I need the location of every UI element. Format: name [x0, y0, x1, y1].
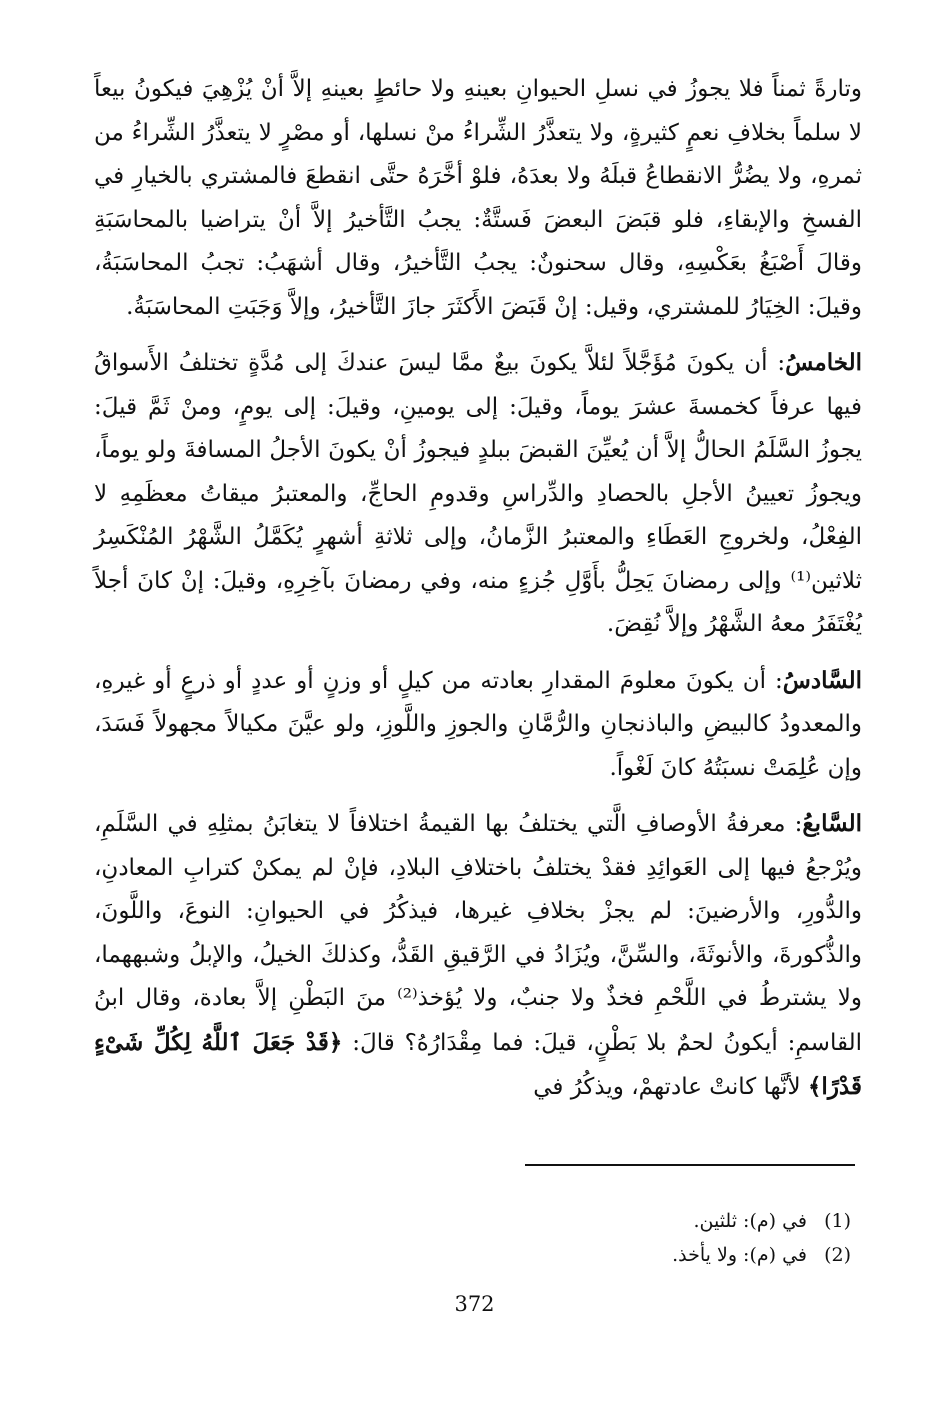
paragraph-2-text: : أن يكونَ مُؤَجَّلاً لئلاَّ يكونَ بيعٌ ممَّا ليسَ عندكَ إلى مُدَّةٍ تختلفُ الأَسواقُ فيها عرفاً كخمسةَ عشرَ يوماً، وقيلَ: إلى يومينِ، وقيلَ: إلى يومٍ، ومنْ ثَمَّ قيلَ: يجوزُ السَّلَمُ الحالُّ إلاَّ أن يُعيِّنَ القبضَ ببلدٍ فيجوزُ أنْ يكونَ الأجلُ المسافةَ ولو يوماً، ويجوزُ تعيينُ الأجلِ بالحصادِ والدِّراسِ وقدومِ الحاجِّ، والمعتبرُ ميقاتُ معظَمِهِ لا الفِعْلُ، ولخروجِ العَطَاءِ والمعتبرُ الزَّمانُ، وإلى ثلاثةِ أشهرٍ يُكَمَّلُ الشَّهْرُ المُنْكَسِرُ ثلاثين⁽¹⁾ وإلى رمضانَ يَحِلُّ بأَوَّلِ جُزءٍ منه، وفي رمضانَ بآخِرِهِ، وقيلَ: إنْ كانَ أجلاً يُغْتَفَرُ معهُ الشَّهْرُ وإلاَّ نُقِضَ.: [94, 350, 862, 637]
paragraph-1: [94, 68, 862, 329]
page-number: 372: [454, 1292, 495, 1316]
paragraph-1-text: وتارةً ثمناً فلا يجوزُ في نسلِ الحيوانِ بعينهِ ولا حائطٍ بعينهِ إلاَّ أنْ يُزْهِيَ فيكونُ بيعاً لا سلماً بخلافِ نعمٍ كثيرةٍ، ولا يتعذَّرُ الشِّراءُ منْ نسلها، أو مصْرٍ لا يتعذَّرُ الشِّراءُ من ثمرهِ، ولا يضُرُّ الانقطاعُ قبلَهُ ولا بعدَهُ، فلوْ أخَّرَهُ حتَّى انقطعَ فالمشتري بالخيارِ في الفسخِ والإبقاءِ، فلو قبَضَ البعضَ فَستَّةٌ: يجبُ التَّأخيرُ إلاَّ أنْ يتراضيا بالمحاسَبَةِ وقالَ أَصْبَغُ بعَكْسِهِ، وقال سحنونٌ: يجبُ التَّأخيرُ، وقال أشهَبُ: تجبُ المحاسَبَةُ، وقيلَ: الخِيَارُ للمشتري، وقيل: إنْ قَبَضَ الأَكثَرَ جازَ التَّأخيرُ، وإلاَّ وَجَبَتِ المحاسَبَةُ.: [94, 76, 862, 320]
footnote-divider: [525, 1164, 855, 1166]
paragraph-3-text: : أن يكونَ معلومَ المقدارِ بعادته من كيلٍ أو وزنٍ أو عددٍ أو ذرعٍ أو غيرهِ، والمعدودُ كالبيضِ والباذنجانِ والرُّمَّانِ والجوزِ واللَّوزِ، ولو عيَّنَ مكيالاً مجهولاً فَسَدَ، وإن عُلِمَتْ نسبَتُهُ كانَ لَغْواً.: [94, 667, 862, 781]
footnote-2-number: (2): [824, 1244, 851, 1266]
paragraph-4-heading: السَّابعُ: [802, 810, 862, 837]
footnote-2: [431, 1238, 851, 1272]
paragraph-4-text: : معرفةُ الأوصافِ الَّتي يختلفُ بها القيمةُ اختلافاً لا يتغابَنُ بمثلِهِ في السَّلَمِ، ويُرْجعُ فيها إلى العَوائِدِ فقدْ يختلفُ باختلافِ البلادِ، فإنْ لم يمكنْ كترابِ المعادنِ، والدُّورِ، والأرضينَ: لم يجزْ بخلافِ غيرها، فيذكُرُ في الحيوانِ: النوعَ، واللَّونَ، والذُّكورةَ، والأنوثَةَ، والسِّنَّ، ويُزَادُ في الرَّقيقِ القَدُّ، وكذلكَ الخيلُ، والإبلُ وشبههما، ولا يشترطُ في اللَّحْمِ فخذٌ ولا جنبٌ، ولا يُؤخذ⁽²⁾ منَ البَطْنِ إلاَّ بعادة، وقال ابنُ القاسمِ: أيكونُ لحمٌ بلا بَطْنٍ، قيلَ: فما مِقْدَارُهُ؟ قالَ:: [94, 811, 863, 1056]
footnote-1-text: في (م): ثلثين.: [693, 1210, 807, 1232]
paragraph-4: [94, 802, 862, 1110]
footnotes: [431, 1204, 851, 1272]
paragraph-2-heading: الخامسُ: [785, 349, 862, 376]
quran-verse: ﴿قَدْ جَعَلَ ٱللَّهُ لِكُلِّ شَىْءٍ قَدْرًا﴾: [94, 1028, 862, 1100]
paragraph-3: [94, 659, 862, 791]
page-body: [94, 68, 862, 1110]
paragraph-4-tail: لأنَّها كانتْ عادتهمْ، ويذكُرُ في: [533, 1074, 808, 1100]
footnote-1: [431, 1204, 851, 1238]
footnote-1-number: (1): [824, 1210, 851, 1232]
paragraph-2: [94, 341, 862, 647]
footnote-2-text: في (م): ولا يأخذ.: [672, 1244, 807, 1266]
paragraph-3-heading: السَّادسُ: [782, 666, 862, 694]
